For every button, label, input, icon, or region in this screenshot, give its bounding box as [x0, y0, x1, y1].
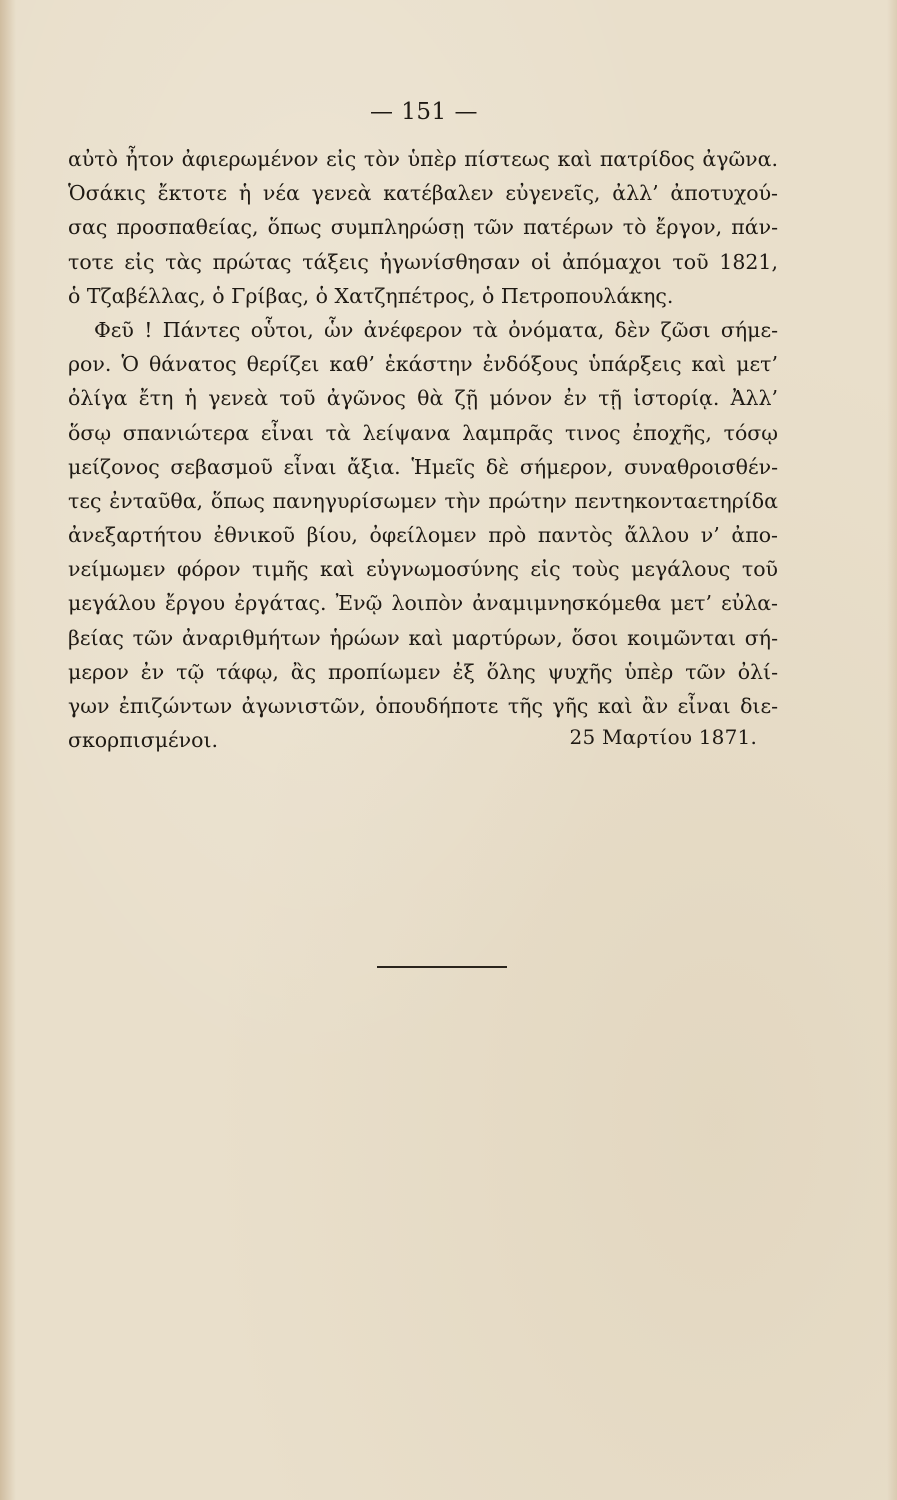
text-line: τοτε εἰς τὰς πρώτας τάξεις ἠγωνίσθησαν οἱ ἀπόμαχοι τοῦ 1821, [68, 249, 778, 274]
text-line: σας προσπαθείας, ὅπως συμπληρώσῃ τῶν πατέρων τὸ ἔργον, πάν- [68, 215, 778, 240]
text-line: ὅσῳ σπανιώτερα εἶναι τὰ λείψανα λαμπρᾶς τινος ἐποχῆς, τόσῳ [68, 420, 778, 445]
text-line: Φεῦ ! Πάντες οὗτοι, ὧν ἀνέφερον τὰ ὀνόματα, δὲν ζῶσι σήμε- [94, 317, 778, 342]
text-line: ὁ Τζαβέλλας, ὁ Γρίβας, ὁ Χατζηπέτρος, ὁ Πετροπουλάκης. [68, 283, 674, 308]
text-line: βείας τῶν ἀναριθμήτων ἡρώων καὶ μαρτύρων, ὅσοι κοιμῶνται σή- [68, 625, 778, 650]
text-line: αὐτὸ ἦτον ἀφιερωμένον εἰς τὸν ὑπὲρ πίστεως καὶ πατρίδος ἀγῶνα. [68, 147, 778, 171]
text-line: ὀλίγα ἔτη ἡ γενεὰ τοῦ ἀγῶνος θὰ ζῇ μόνον ἐν τῇ ἱστορίᾳ. Ἀλλ’ [68, 386, 778, 411]
date-line: 25 Μαρτίου 1871. [569, 725, 757, 749]
text-line: μείζονος σεβασμοῦ εἶναι ἄξια. Ἡμεῖς δὲ σήμερον, συναθροισθέν- [68, 454, 778, 479]
section-divider [377, 966, 507, 968]
text-line: τες ἐνταῦθα, ὅπως πανηγυρίσωμεν τὴν πρώτην πεντηκονταετηρίδα [68, 488, 778, 513]
body-text [68, 142, 778, 757]
text-line: ρον. Ὁ θάνατος θερίζει καθ’ ἑκάστην ἐνδόξους ὑπάρξεις καὶ μετ’ [68, 352, 778, 377]
text-line: Ὁσάκις ἔκτοτε ἡ νέα γενεὰ κατέβαλεν εὐγενεῖς, ἀλλ’ ἀποτυχού- [68, 181, 778, 206]
text-line: μερον ἐν τῷ τάφῳ, ἂς προπίωμεν ἐξ ὅλης ψυχῆς ὑπὲρ τῶν ὀλί- [68, 659, 778, 684]
text-line: ἀνεξαρτήτου ἐθνικοῦ βίου, ὀφείλομεν πρὸ παντὸς ἄλλου ν’ ἀπο- [68, 523, 778, 548]
text-line: μεγάλου ἔργου ἐργάτας. Ἐνῷ λοιπὸν ἀναμιμνησκόμεθα μετ’ εὐλα- [68, 591, 778, 616]
page-number: — 151 — [369, 99, 479, 125]
text-line: γων ἐπιζώντων ἀγωνιστῶν, ὁπουδήποτε τῆς γῆς καὶ ἂν εἶναι διε- [68, 694, 778, 718]
text-line: νείμωμεν φόρον τιμῆς καὶ εὐγνωμοσύνης εἰς τοὺς μεγάλους τοῦ [68, 557, 778, 582]
text-line: σκορπισμένοι. [68, 728, 219, 753]
